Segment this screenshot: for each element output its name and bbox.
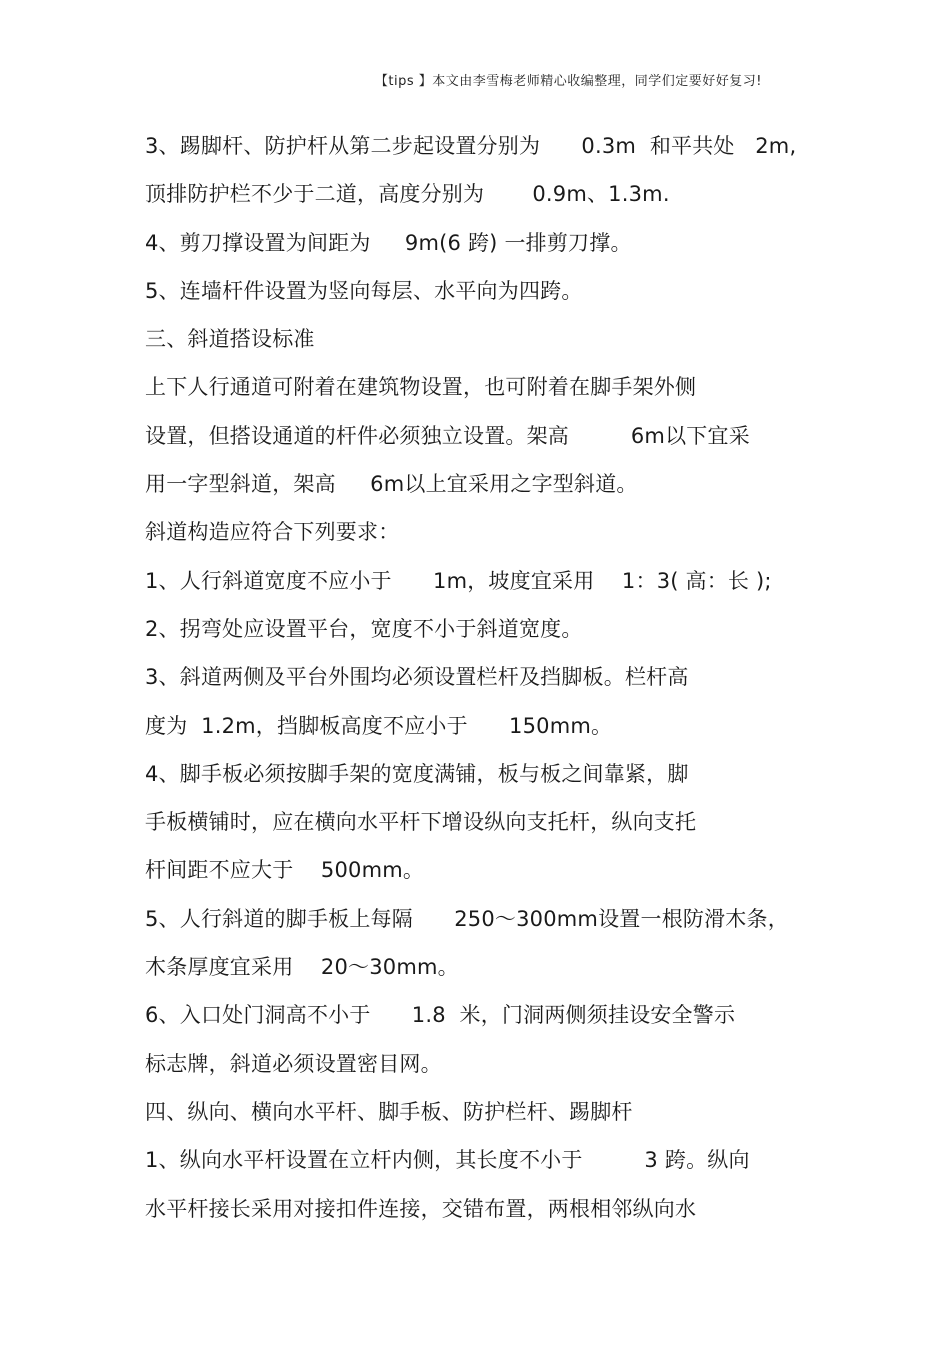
text-line: 顶排防护栏不少于二道，高度分别为 0.9m、1.3m. [145, 182, 670, 207]
text-line: 1、人行斜道宽度不应小于 1m，坡度宜采用 1：3( 高：长 ); [145, 568, 772, 593]
text-line: 5、人行斜道的脚手板上每隔 250～300mm设置一根防滑木条， [145, 906, 789, 931]
text-line: 水平杆接长采用对接扣件连接，交错布置，两根相邻纵向水 [145, 1196, 697, 1221]
text-line: 设置，但搭设通道的杆件必须独立设置。架高 6m以下宜采 [145, 423, 750, 448]
text-line: 木条厚度宜采用 20～30mm。 [145, 955, 459, 980]
text-line: 上下人行通道可附着在建筑物设置，也可附着在脚手架外侧 [145, 375, 697, 400]
text-line: 标志牌，斜道必须设置密目网。 [145, 1051, 442, 1076]
section-heading: 四、纵向、横向水平杆、脚手板、防护栏杆、踢脚杆 [145, 1099, 633, 1124]
section-heading: 三、斜道搭设标准 [145, 327, 315, 352]
text-line: 2、拐弯处应设置平台，宽度不小于斜道宽度。 [145, 616, 583, 641]
text-line: 斜道构造应符合下列要求： [145, 520, 400, 545]
document-body [145, 122, 825, 1233]
text-line: 手板横铺时，应在横向水平杆下增设纵向支托杆，纵向支托 [145, 810, 697, 835]
text-line: 杆间距不应大于 500mm。 [145, 858, 425, 883]
text-line: 4、脚手板必须按脚手架的宽度满铺，板与板之间靠紧，脚 [145, 761, 689, 786]
text-line: 3、踢脚杆、防护杆从第二步起设置分别为 0.3m 和平共处 2m, [145, 134, 797, 158]
text-line: 度为 1.2m，挡脚板高度不应小于 150mm。 [145, 713, 613, 738]
text-line: 4、剪刀撑设置为间距为 9m(6 跨) 一排剪刀撑。 [145, 230, 632, 255]
header-tip: 【tips 】本文由李雪梅老师精心收编整理，同学们定要好好复习! [374, 74, 762, 89]
text-line: 5、连墙杆件设置为竖向每层、水平向为四跨。 [145, 278, 583, 303]
text-line: 用一字型斜道，架高 6m以上宜采用之字型斜道。 [145, 472, 638, 497]
text-line: 3、斜道两侧及平台外围均必须设置栏杆及挡脚板。栏杆高 [145, 665, 689, 690]
text-line: 6、入口处门洞高不小于 1.8 米，门洞两侧须挂设安全警示 [145, 1003, 736, 1028]
text-line: 1、纵向水平杆设置在立杆内侧，其长度不小于 3 跨。纵向 [145, 1148, 750, 1173]
